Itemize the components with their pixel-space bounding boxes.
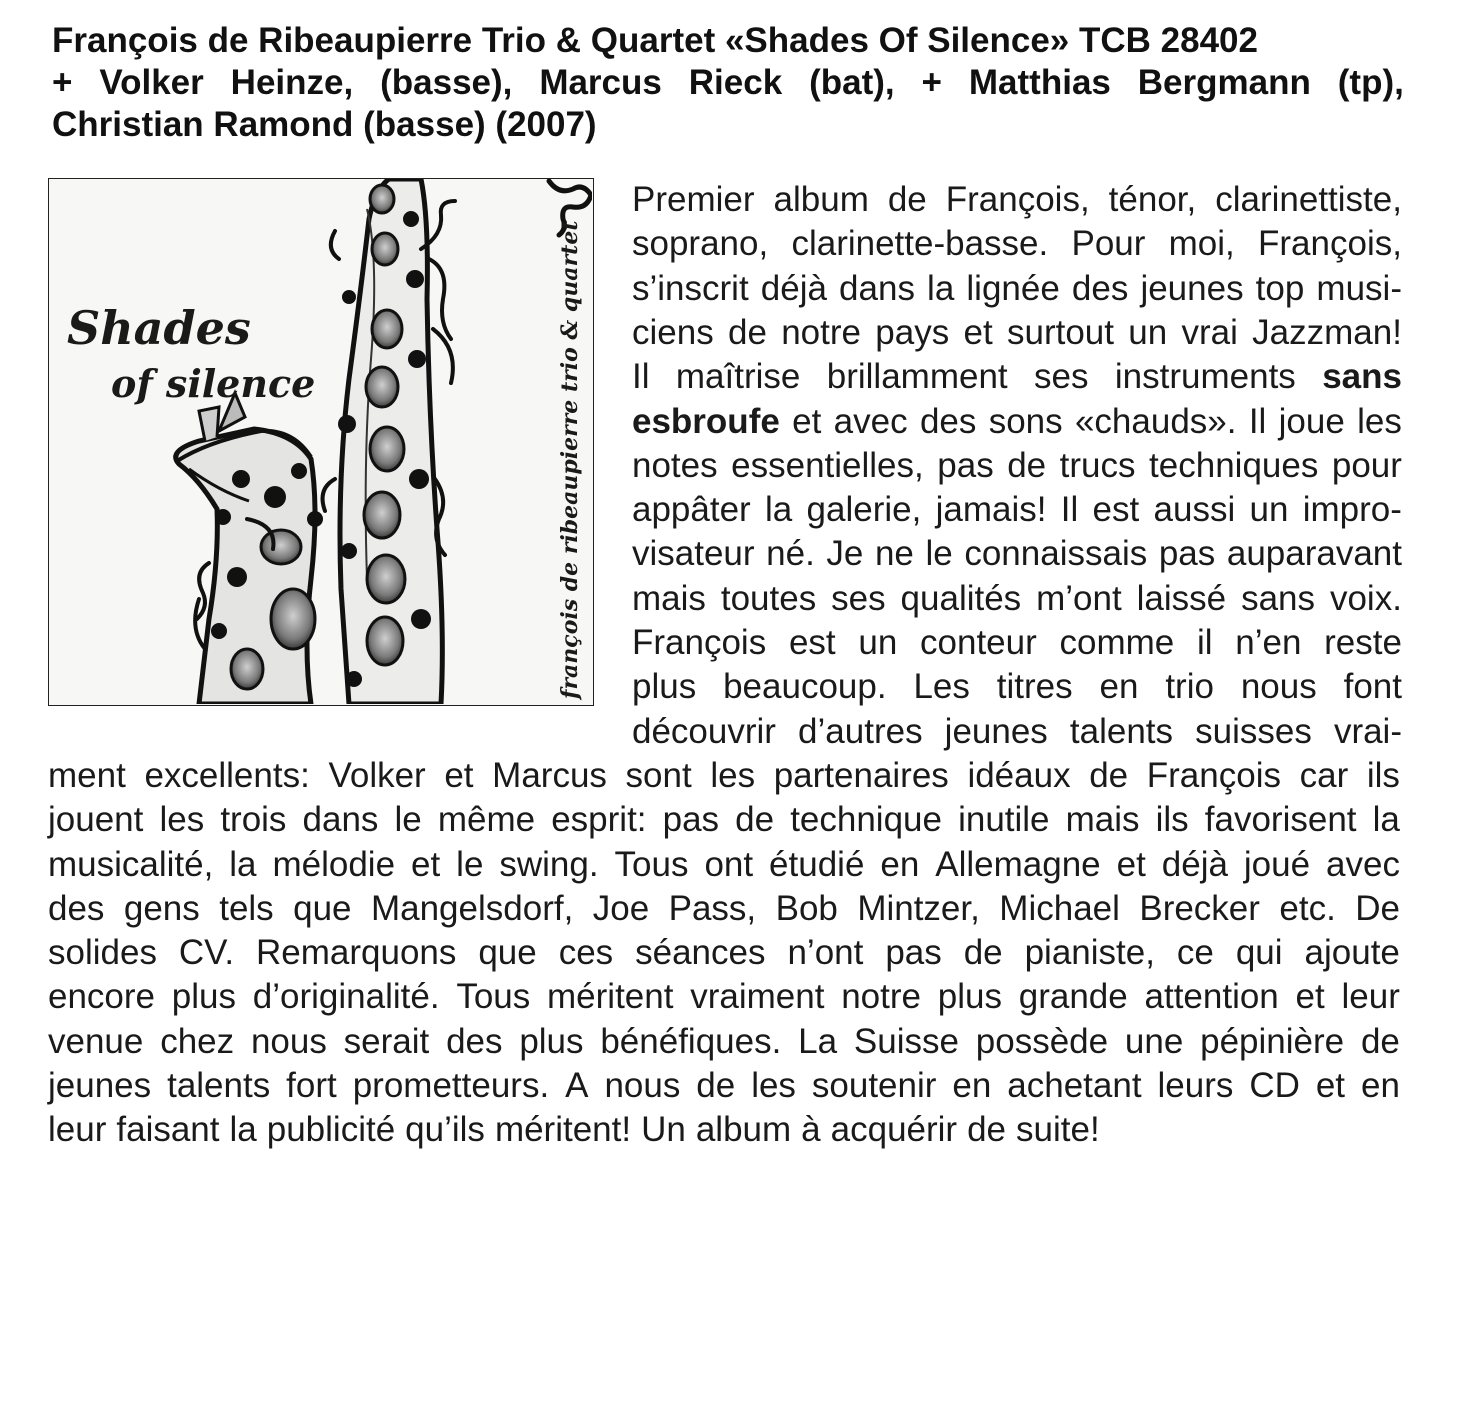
body-line: appâter la galerie, jamais! Il est aussi un impro- bbox=[632, 490, 1402, 530]
body-line: ciens de notre pays et surtout un vrai Jazzman! bbox=[632, 312, 1402, 352]
body-line: plus beaucoup. Les titres en trio nous font bbox=[632, 667, 1402, 707]
cover-side-text: françois de ribeaupierre trio & quartet bbox=[557, 220, 583, 699]
body-line: s’inscrit déjà dans la lignée des jeunes top musi- bbox=[632, 268, 1402, 308]
body-line: jeunes talents fort prometteurs. A nous de les soutenir en achetant leurs CD et en bbox=[48, 1066, 1400, 1105]
body-line: visateur né. Je ne le connaissais pas auparavant bbox=[632, 534, 1402, 574]
album-cover bbox=[48, 178, 594, 706]
review-header bbox=[52, 20, 1404, 146]
header-line-2: + Volker Heinze, (basse), Marcus Rieck (bat), + Matthias Bergmann (tp), bbox=[52, 63, 1404, 102]
header-line-3: Christian Ramond (basse) (2007) bbox=[52, 105, 597, 144]
body-line: François est un conteur comme il n’en reste bbox=[632, 623, 1402, 662]
body-line: des gens tels que Mangelsdorf, Joe Pass, Bob Mintzer, Michael Brecker etc. De bbox=[48, 888, 1400, 928]
body-line: ment excellents: Volker et Marcus sont les partenaires idéaux de François car ils bbox=[48, 755, 1400, 795]
album-cover-art bbox=[49, 179, 592, 704]
body-line: découvrir d’autres jeunes talents suisses vrai- bbox=[632, 711, 1402, 751]
body-line: venue chez nous serait des plus bénéfiques. La Suisse possède une pépinière de bbox=[48, 1021, 1400, 1061]
bold-phrase: sans bbox=[1322, 357, 1402, 397]
body-line: notes essentielles, pas de trucs techniques pour bbox=[632, 445, 1402, 485]
cover-title-line-2: of silence bbox=[111, 361, 316, 406]
body-line: esbroufe et avec des sons «chauds». Il joue les bbox=[632, 400, 1402, 444]
header-line-1: François de Ribeaupierre Trio & Quartet «Shades Of Silence» TCB 28402 bbox=[52, 21, 1258, 60]
body-line: mais toutes ses qualités m’ont laissé sans voix. bbox=[632, 578, 1402, 618]
body-line: musicalité, la mélodie et le swing. Tous ont étudié en Allemagne et déjà joué avec bbox=[48, 844, 1400, 884]
cover-title-line-1: Shades bbox=[67, 301, 251, 355]
body-line: Il maîtrise brillamment ses instruments sans bbox=[632, 355, 1402, 399]
body-line: Premier album de François, ténor, clarinettiste, bbox=[632, 180, 1402, 219]
body-line: encore plus d’originalité. Tous méritent vraiment notre plus grande attention et leur bbox=[48, 977, 1400, 1017]
body-line: solides CV. Remarquons que ces séances n’ont pas de pianiste, ce qui ajoute bbox=[48, 933, 1400, 973]
body-line: soprano, clarinette-basse. Pour moi, François, bbox=[632, 224, 1402, 264]
body-line: jouent les trois dans le même esprit: pas de technique inutile mais ils favorisent la bbox=[48, 800, 1400, 840]
body-line: leur faisant la publicité qu’ils méritent! Un album à acquérir de suite! bbox=[48, 1110, 1100, 1150]
bold-phrase: esbroufe bbox=[632, 401, 780, 441]
